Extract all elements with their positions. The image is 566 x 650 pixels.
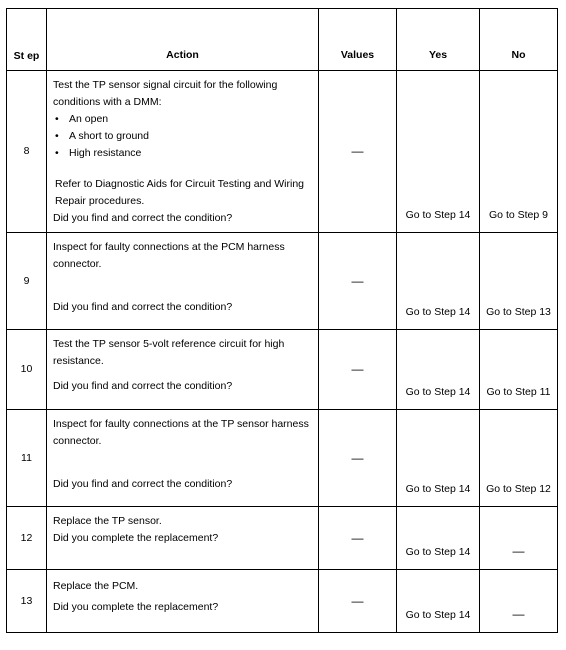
values-cell: — <box>319 507 397 570</box>
step-number: 11 <box>7 410 47 507</box>
no-cell: — <box>480 570 558 633</box>
step-number: 12 <box>7 507 47 570</box>
no-cell: Go to Step 11 <box>480 330 558 410</box>
action-question: Did you find and correct the condition? <box>53 478 233 490</box>
step-number: 8 <box>7 71 47 233</box>
step-number: 9 <box>7 233 47 330</box>
action-question: Did you find and correct the condition? <box>53 212 233 224</box>
action-cell <box>47 507 319 570</box>
action-intro: Replace the PCM. <box>53 580 139 592</box>
action-question: Did you find and correct the condition? <box>53 380 233 392</box>
header-no: No <box>480 9 558 71</box>
table-row <box>7 233 558 330</box>
values-cell: — <box>319 233 397 330</box>
action-question: Did you find and correct the condition? <box>53 301 233 313</box>
action-intro: Test the TP sensor signal circuit for the following conditions with a DMM: <box>53 79 278 108</box>
diagnostic-table <box>6 8 558 633</box>
yes-cell: Go to Step 14 <box>397 233 480 330</box>
table-row <box>7 570 558 633</box>
condition-list <box>53 111 312 162</box>
action-cell <box>47 410 319 507</box>
no-cell: Go to Step 12 <box>480 410 558 507</box>
header-row <box>7 9 558 71</box>
header-yes: Yes <box>397 9 480 71</box>
list-item: • High resistance <box>55 145 312 162</box>
no-cell: — <box>480 507 558 570</box>
values-cell: — <box>319 570 397 633</box>
action-intro: Test the TP sensor 5-volt reference circuit for high resistance. <box>53 338 285 367</box>
list-item: • A short to ground <box>55 128 312 145</box>
reference-text: Refer to Diagnostic Aids for Circuit Testing and Wiring Repair procedures. <box>55 178 304 207</box>
action-question: Did you complete the replacement? <box>53 532 219 544</box>
header-step: St ep <box>7 9 47 71</box>
header-values: Values <box>319 9 397 71</box>
step-number: 13 <box>7 570 47 633</box>
step-number: 10 <box>7 330 47 410</box>
action-intro: Inspect for faulty connections at the TP sensor harness connector. <box>53 418 309 447</box>
action-cell <box>47 570 319 633</box>
yes-cell: Go to Step 14 <box>397 410 480 507</box>
values-cell: — <box>319 330 397 410</box>
yes-cell: Go to Step 14 <box>397 507 480 570</box>
no-cell: Go to Step 13 <box>480 233 558 330</box>
yes-cell: Go to Step 14 <box>397 570 480 633</box>
values-cell: — <box>319 410 397 507</box>
action-intro: Inspect for faulty connections at the PCM harness connector. <box>53 241 285 270</box>
table-row <box>7 330 558 410</box>
header-action: Action <box>47 9 319 71</box>
action-intro: Replace the TP sensor. <box>53 515 162 527</box>
yes-cell: Go to Step 14 <box>397 330 480 410</box>
values-cell: — <box>319 71 397 233</box>
action-cell <box>47 330 319 410</box>
action-cell <box>47 233 319 330</box>
action-cell <box>47 71 319 233</box>
list-item: • An open <box>55 111 312 128</box>
table-row <box>7 71 558 233</box>
action-question: Did you complete the replacement? <box>53 601 219 613</box>
table-row <box>7 410 558 507</box>
yes-cell: Go to Step 14 <box>397 71 480 233</box>
table-row <box>7 507 558 570</box>
no-cell: Go to Step 9 <box>480 71 558 233</box>
